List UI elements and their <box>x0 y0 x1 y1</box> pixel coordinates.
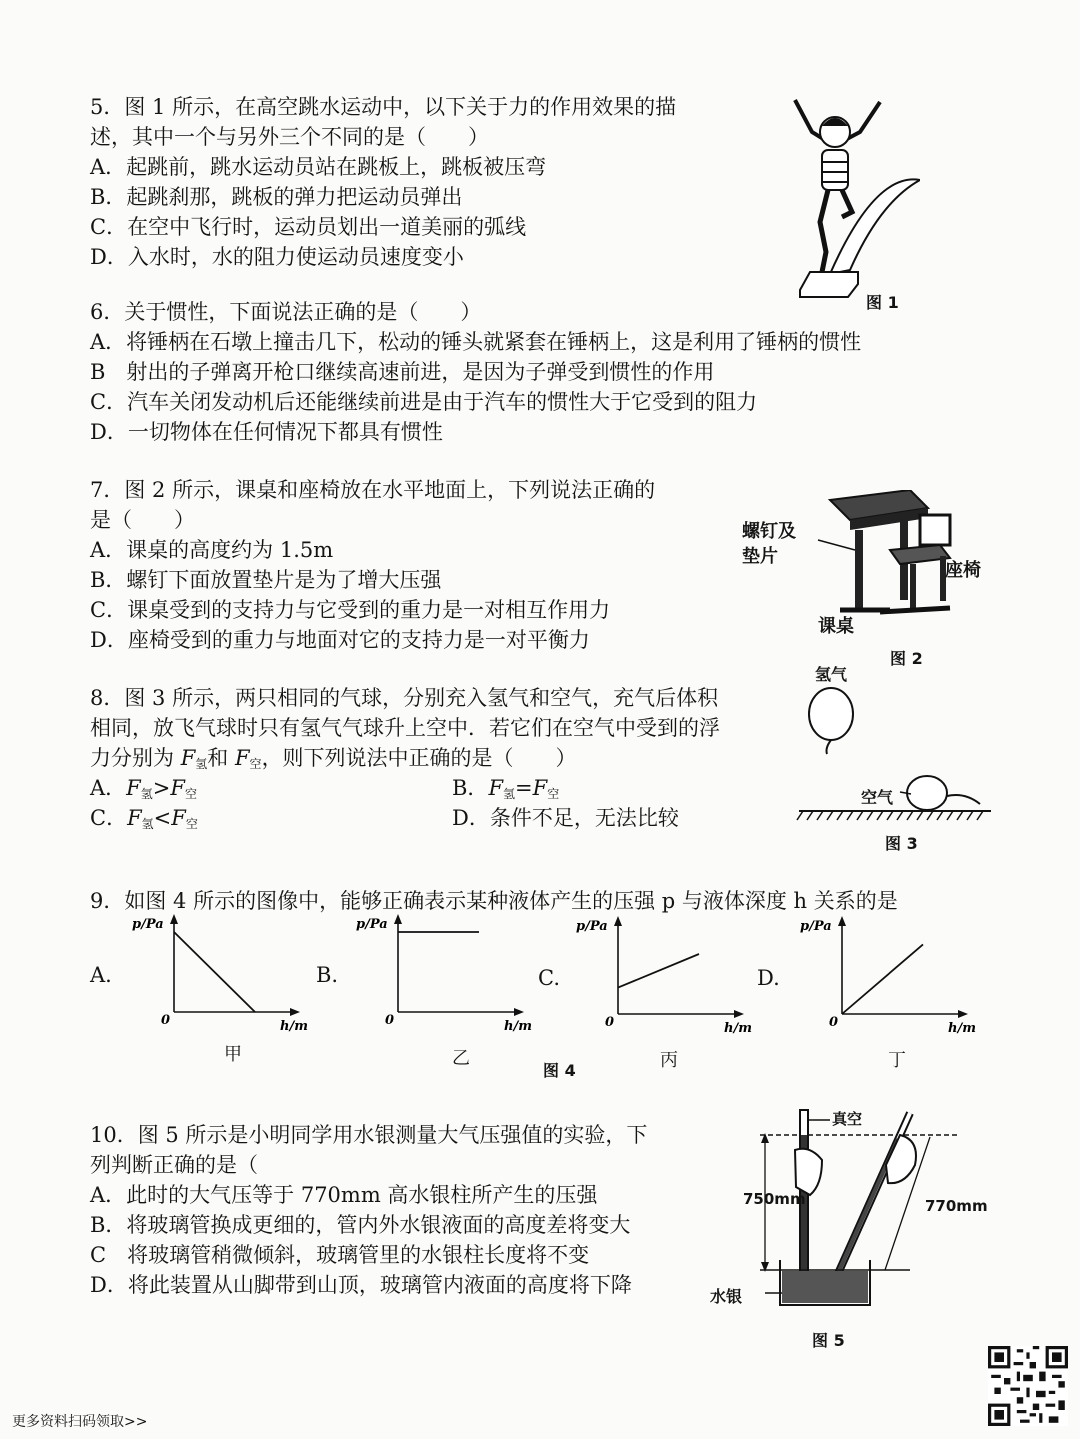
q7-option-d: D．座椅受到的重力与地面对它的支持力是一对平衡力 <box>90 628 590 652</box>
q8-stem-text-b: ，则下列说法中正确的是（ ） <box>261 746 577 770</box>
label-mercury: 水银 <box>710 1287 743 1306</box>
graph-jia <box>130 912 320 1037</box>
q9-option-label-c: C. <box>538 966 560 990</box>
figure-1-diver <box>780 92 920 312</box>
graph-name-ding: 丁 <box>888 1050 906 1071</box>
label-750mm: 750mm <box>743 1190 806 1208</box>
label-desk: 课桌 <box>818 616 854 637</box>
q8-c-prefix: C． <box>90 806 128 830</box>
q10-option-b: B．将玻璃管换成更细的，管内外水银液面的高度差将变大 <box>90 1213 631 1237</box>
q8-f-symbol: F <box>234 746 250 770</box>
q8-option-d-text: D．条件不足，无法比较 <box>452 806 679 830</box>
q8-sub-air: 空 <box>185 817 198 831</box>
q9-stem: 9．如图 4 所示的图像中，能够正确表示某种液体产生的压强 p 与液体深度 h 关系的是 <box>90 889 898 913</box>
x-axis-arrow <box>514 1008 524 1016</box>
q8-sub-air: 空 <box>249 757 262 771</box>
graph-ding <box>798 914 988 1039</box>
qr-code-image[interactable] <box>988 1346 1068 1426</box>
q10-option-a: A．此时的大气压等于 770mm 高水银柱所产生的压强 <box>90 1183 598 1207</box>
x-axis-label: h/m <box>724 1021 752 1036</box>
q8-stem-line1: 8．图 3 所示，两只相同的气球，分别充入氢气和空气，充气后体积 <box>90 686 719 710</box>
q6-option-d: D．一切物体在任何情况下都具有惯性 <box>90 420 443 444</box>
q6-option-c: C．汽车关闭发动机后还能继续前进是由于汽车的惯性大于它受到的阻力 <box>90 390 758 414</box>
y-axis-label: p/Pa <box>800 919 832 934</box>
label-hydrogen: 氢气 <box>815 665 848 684</box>
y-axis-arrow <box>170 914 178 924</box>
q10-stem-line1: 10．图 5 所示是小明同学用水银测量大气压强值的实验，下 <box>90 1123 648 1147</box>
figure-3-balloons <box>795 680 995 830</box>
q8-a-prefix: A． <box>90 776 127 800</box>
figure-2-caption: 图 2 <box>890 649 923 668</box>
x-axis-label: h/m <box>948 1021 976 1036</box>
q5-option-c: C．在空中飞行时，运动员划出一道美丽的弧线 <box>90 215 527 239</box>
q8-b-prefix: B． <box>452 776 489 800</box>
q5-stem-line1: 5．图 1 所示，在高空跳水运动中，以下关于力的作用效果的描 <box>90 95 677 119</box>
q8-sub-air: 空 <box>547 787 560 801</box>
origin-label: 0 <box>605 1015 615 1030</box>
y-axis-label: p/Pa <box>356 917 388 932</box>
q8-option-c <box>90 803 198 839</box>
label-vacuum: 真空 <box>832 1110 863 1128</box>
x-axis-label: h/m <box>280 1019 308 1034</box>
q8-sub-hydrogen: 氢 <box>195 757 208 771</box>
label-screw-washer-line1: 螺钉及 <box>742 521 796 542</box>
pressure-line <box>174 932 255 1012</box>
q9-option-label-a: A. <box>90 963 112 987</box>
q7-stem-line2: 是（ ） <box>90 508 195 532</box>
q8-a-operator: > <box>152 776 171 800</box>
graph-yi <box>354 912 544 1037</box>
graph-name-jia: 甲 <box>224 1044 242 1065</box>
origin-label: 0 <box>829 1015 839 1030</box>
q10-option-c: C 将玻璃管稍微倾斜，玻璃管里的水银柱长度将不变 <box>90 1243 590 1267</box>
q8-f-symbol: F <box>488 776 504 800</box>
q7-option-a: A．课桌的高度约为 1.5m <box>90 538 334 562</box>
figure-3-caption: 图 3 <box>885 834 918 853</box>
question-7 <box>90 475 655 655</box>
label-screw-washer-line2: 垫片 <box>742 546 778 567</box>
q8-f-symbol: F <box>180 746 196 770</box>
figure-5-caption: 图 5 <box>812 1331 845 1350</box>
origin-label: 0 <box>161 1013 171 1028</box>
figure-4-caption: 图 4 <box>543 1061 576 1080</box>
graph-name-bing: 丙 <box>660 1050 678 1071</box>
q5-stem-line2: 述，其中一个与另外三个不同的是（ ） <box>90 125 489 149</box>
pressure-line <box>842 944 923 1014</box>
q8-stem-line2: 相同，放飞气球时只有氢气气球升上空中．若它们在空气中受到的浮 <box>90 716 720 740</box>
q8-f-symbol: F <box>126 776 141 800</box>
q6-stem: 6．关于惯性，下面说法正确的是（ ） <box>90 300 482 324</box>
q7-option-c: C．课桌受到的支持力与它受到的重力是一对相互作用力 <box>90 598 611 622</box>
label-air: 空气 <box>861 788 894 807</box>
question-10 <box>90 1120 647 1300</box>
q10-option-d: D．将此装置从山脚带到山顶，玻璃管内液面的高度将下降 <box>90 1273 632 1297</box>
graph-name-yi: 乙 <box>452 1048 470 1069</box>
q8-sub-hydrogen: 氢 <box>140 787 153 801</box>
q8-and: 和 <box>207 746 235 770</box>
q8-stem-text-a: 力分别为 <box>90 746 181 770</box>
q6-option-b: B 射出的子弹离开枪口继续高速前进，是因为子弹受到惯性的作用 <box>90 360 715 384</box>
figure-1-caption: 图 1 <box>866 293 899 312</box>
q8-b-operator: = <box>515 776 533 800</box>
x-axis-arrow <box>958 1010 968 1018</box>
q5-option-d: D．入水时，水的阻力使运动员速度变小 <box>90 245 464 269</box>
q6-option-a: A．将锤柄在石墩上撞击几下，松动的锤头就紧套在锤柄上，这是利用了锤柄的惯性 <box>90 330 862 354</box>
footer-text: 更多资料扫码领取>> <box>12 1414 148 1430</box>
x-axis-arrow <box>290 1008 300 1016</box>
x-axis-arrow <box>734 1010 744 1018</box>
q8-option-d <box>452 803 679 833</box>
q8-c-operator: < <box>153 806 172 830</box>
q8-sub-air: 空 <box>184 787 197 801</box>
q8-sub-hydrogen: 氢 <box>141 817 154 831</box>
question-6 <box>90 297 861 447</box>
y-axis-arrow <box>614 916 622 926</box>
q8-f-symbol: F <box>532 776 548 800</box>
y-axis-label: p/Pa <box>576 919 608 934</box>
question-8 <box>90 683 720 779</box>
q5-option-a: A．起跳前，跳水运动员站在跳板上，跳板被压弯 <box>90 155 547 179</box>
q9-option-label-d: D. <box>757 966 780 990</box>
q7-option-b: B．螺钉下面放置垫片是为了增大压强 <box>90 568 442 592</box>
y-axis-arrow <box>838 916 846 926</box>
q10-stem-line2: 列判断正确的是（ <box>90 1153 258 1177</box>
x-axis-label: h/m <box>504 1019 532 1034</box>
q7-stem-line1: 7．图 2 所示，课桌和座椅放在水平地面上，下列说法正确的 <box>90 478 656 502</box>
q8-sub-hydrogen: 氢 <box>503 787 516 801</box>
origin-label: 0 <box>385 1013 395 1028</box>
question-5 <box>90 92 676 272</box>
q8-f-symbol: F <box>170 776 185 800</box>
pressure-line <box>618 954 699 988</box>
y-axis-arrow <box>394 914 402 924</box>
q8-f-symbol: F <box>171 806 186 830</box>
q9-option-label-b: B. <box>316 963 339 987</box>
y-axis-label: p/Pa <box>132 917 164 932</box>
q8-f-symbol: F <box>127 806 142 830</box>
label-770mm: 770mm <box>925 1197 988 1215</box>
q5-option-b: B．起跳刹那，跳板的弹力把运动员弹出 <box>90 185 463 209</box>
graph-bing <box>574 914 764 1039</box>
label-chair: 座椅 <box>945 560 981 581</box>
